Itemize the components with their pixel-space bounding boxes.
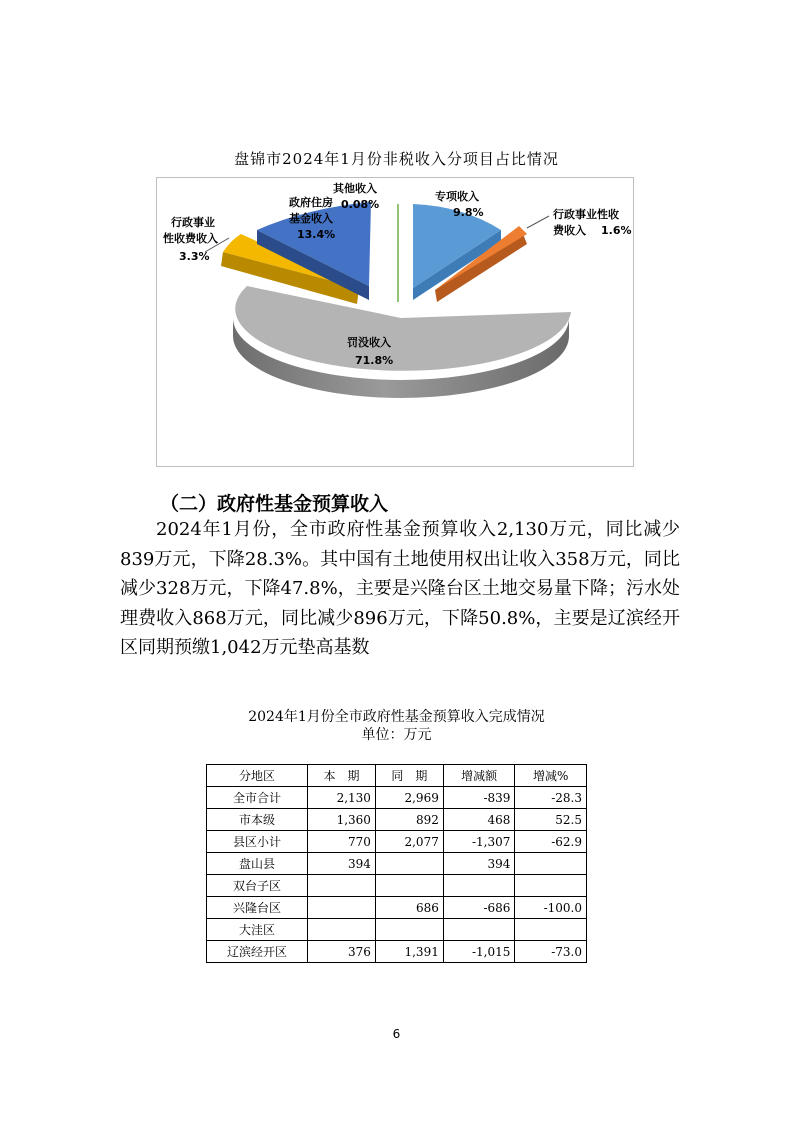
pie-chart-svg (157, 178, 635, 468)
cell-region: 大洼区 (207, 919, 308, 941)
cell-change-pct: -62.9 (515, 831, 587, 853)
cell-previous: 892 (375, 809, 443, 831)
cell-change-pct: -28.3 (515, 787, 587, 809)
slice-fmsr-top (235, 286, 571, 371)
label-xzsf-left-pct: 3.3% (179, 250, 210, 263)
label-xzsf-left-line2: 性收费收入 (163, 232, 218, 245)
table-title: 2024年1月份全市政府性基金预算收入完成情况 (248, 709, 545, 725)
body-paragraph (120, 515, 680, 663)
revenue-table (206, 764, 587, 963)
cell-current: 770 (308, 831, 376, 853)
cell-region: 市本级 (207, 809, 308, 831)
cell-previous (375, 875, 443, 897)
cell-change (443, 875, 515, 897)
header-previous: 同 期 (375, 765, 443, 787)
header-change-pct: 增减% (515, 765, 587, 787)
table-unit: 单位：万元 (361, 727, 432, 743)
label-xzsf-right-line2: 费收入 (553, 224, 586, 237)
table-row (207, 787, 587, 809)
label-qtsr-name: 其他收入 (333, 182, 377, 195)
cell-previous: 2,077 (375, 831, 443, 853)
cell-change: -686 (443, 897, 515, 919)
label-xzsf-right-pct: 1.6% (601, 224, 632, 237)
cell-change (443, 919, 515, 941)
cell-region: 县区小计 (207, 831, 308, 853)
section-heading: （二）政府性基金预算收入 (160, 493, 389, 515)
table-row (207, 897, 587, 919)
cell-change-pct: -73.0 (515, 941, 587, 963)
cell-region: 全市合计 (207, 787, 308, 809)
label-zfzf-line1: 政府住房 (289, 196, 333, 209)
label-zfzf-pct: 13.4% (297, 228, 336, 241)
label-zxsr-name: 专项收入 (435, 190, 479, 203)
cell-current: 394 (308, 853, 376, 875)
cell-current: 376 (308, 941, 376, 963)
cell-previous: 686 (375, 897, 443, 919)
label-fmsr-pct: 71.8% (355, 354, 394, 367)
header-region: 分地区 (207, 765, 308, 787)
label-xzsf-right-line1: 行政事业性收 (553, 208, 619, 221)
label-fmsr-name: 罚没收入 (347, 336, 391, 349)
table-row (207, 831, 587, 853)
table-row (207, 809, 587, 831)
label-xzsf-left-line1: 行政事业 (171, 216, 215, 229)
cell-current (308, 919, 376, 941)
label-zxsr-pct: 9.8% (453, 206, 484, 219)
cell-change: -839 (443, 787, 515, 809)
chart-title: 盘锦市2024年1月份非税收入分项目占比情况 (234, 150, 559, 168)
header-change: 增减额 (443, 765, 515, 787)
table-header-row (207, 765, 587, 787)
table-row (207, 919, 587, 941)
cell-region: 双台子区 (207, 875, 308, 897)
pie-chart (156, 177, 634, 467)
label-qtsr-pct: 0.08% (341, 198, 380, 211)
leader-line-right (527, 216, 549, 228)
cell-current (308, 897, 376, 919)
table-row (207, 853, 587, 875)
cell-region: 兴隆台区 (207, 897, 308, 919)
cell-previous (375, 853, 443, 875)
cell-change-pct (515, 853, 587, 875)
cell-change-pct: -100.0 (515, 897, 587, 919)
label-zfzf-line2: 基金收入 (289, 212, 333, 225)
page-number: 6 (392, 1027, 401, 1041)
cell-region: 盘山县 (207, 853, 308, 875)
cell-current: 1,360 (308, 809, 376, 831)
table-row (207, 875, 587, 897)
cell-region: 辽滨经开区 (207, 941, 308, 963)
cell-change-pct: 52.5 (515, 809, 587, 831)
cell-change-pct (515, 919, 587, 941)
paragraph-text: 2024年1月份，全市政府性基金预算收入2,130万元，同比减少839万元，下降28.3%。其中国有土地使用权出让收入358万元，同比减少328万元，下降47.8%，主要是兴隆台区土地交易量下降；污水处理费收入868万元，同比减少896万元，下降50.8%，主要是辽滨经开区同期预缴1,042万元垫高基数 (120, 519, 680, 658)
cell-change-pct (515, 875, 587, 897)
cell-previous: 2,969 (375, 787, 443, 809)
cell-previous: 1,391 (375, 941, 443, 963)
cell-change: -1,307 (443, 831, 515, 853)
cell-current (308, 875, 376, 897)
cell-change: 468 (443, 809, 515, 831)
cell-change: -1,015 (443, 941, 515, 963)
cell-change: 394 (443, 853, 515, 875)
header-current: 本 期 (308, 765, 376, 787)
cell-previous (375, 919, 443, 941)
table-row (207, 941, 587, 963)
cell-current: 2,130 (308, 787, 376, 809)
